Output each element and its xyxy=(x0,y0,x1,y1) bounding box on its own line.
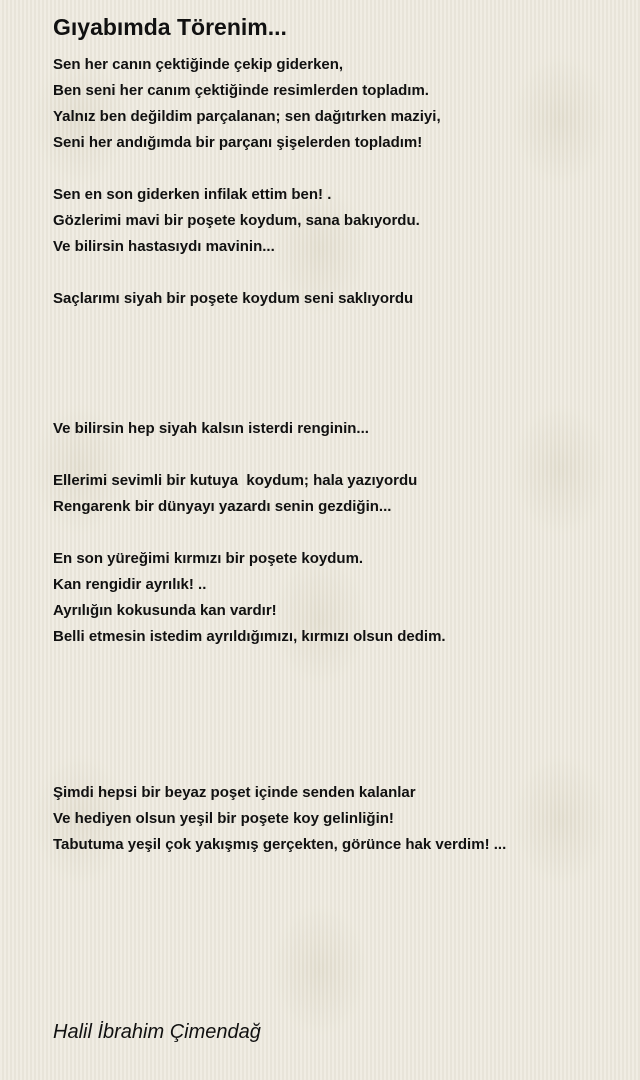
stanza-break xyxy=(53,390,623,416)
poem-line: Rengarenk bir dünyayı yazardı senin gezdiğin... xyxy=(53,498,392,515)
stanza-break xyxy=(53,312,623,338)
stanza-break xyxy=(53,156,623,182)
poem-line: Sen her canın çektiğinde çekip giderken, xyxy=(53,56,344,73)
stanza-break xyxy=(53,520,623,546)
stanza-break xyxy=(53,676,623,702)
poem-line: Şimdi hepsi bir beyaz poşet içinde senden kalanlar xyxy=(53,784,416,801)
poem-line: Ayrılığın kokusunda kan vardır! xyxy=(53,602,277,619)
poem-line: Ve bilirsin hep siyah kalsın isterdi renginin... xyxy=(53,420,369,437)
stanza-break xyxy=(53,260,623,286)
poem-line: Ben seni her canım çektiğinde resimlerden topladım. xyxy=(53,82,429,99)
poem-title: Gıyabımda Törenim... xyxy=(53,14,287,40)
poem-author: Halil İbrahim Çimendağ xyxy=(53,1021,261,1043)
stanza-break xyxy=(53,702,623,728)
poem-line: Gözlerimi mavi bir poşete koydum, sana bakıyordu. xyxy=(53,212,420,229)
poem-line: Belli etmesin istedim ayrıldığımızı, kırmızı olsun dedim. xyxy=(53,628,446,645)
stanza-break xyxy=(53,728,623,754)
stanza-break xyxy=(53,754,623,780)
poem-line: Ve bilirsin hastasıydı mavinin... xyxy=(53,238,275,255)
poem-body xyxy=(53,52,623,858)
poem-line: Ellerimi sevimli bir kutuya koydum; hala yazıyordu xyxy=(53,472,418,489)
poem-line: Saçlarımı siyah bir poşete koydum seni saklıyordu xyxy=(53,290,414,307)
poem-line: Seni her andığımda bir parçanı şişelerden topladım! xyxy=(53,134,423,151)
stanza-break xyxy=(53,338,623,364)
poem-line: Ve hediyen olsun yeşil bir poşete koy gelinliğin! xyxy=(53,810,394,827)
stanza-break xyxy=(53,650,623,676)
poem-line: En son yüreğimi kırmızı bir poşete koydum. xyxy=(53,550,364,567)
stanza-break xyxy=(53,442,623,468)
poem-line: Tabutuma yeşil çok yakışmış gerçekten, görünce hak verdim! ... xyxy=(53,836,507,853)
stanza-break xyxy=(53,364,623,390)
poem-line: Yalnız ben değildim parçalanan; sen dağıtırken maziyi, xyxy=(53,108,441,125)
poem-line: Kan rengidir ayrılık! .. xyxy=(53,576,207,593)
poem-line: Sen en son giderken infilak ettim ben! . xyxy=(53,186,332,203)
